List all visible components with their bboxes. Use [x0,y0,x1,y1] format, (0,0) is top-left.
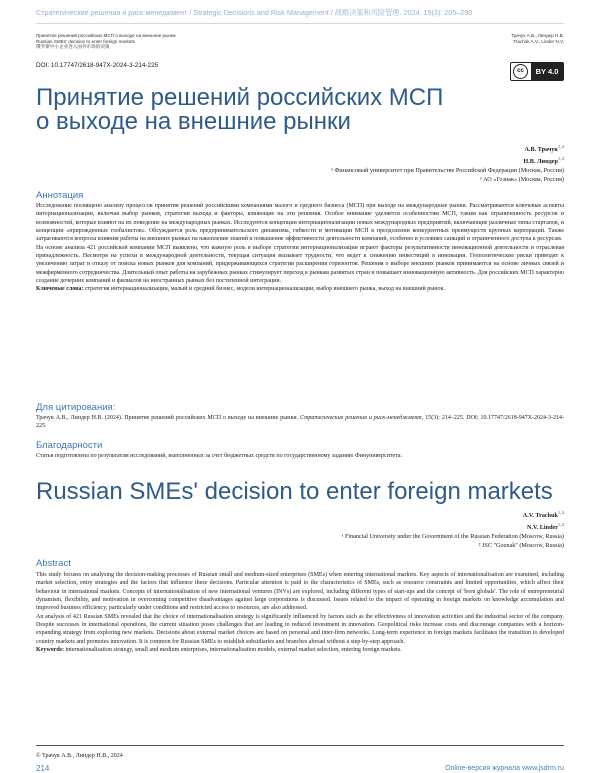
author: N.V. Linder$^{1, 2}$ [527,522,564,532]
author: А.В. Трачук$^{1, 2}$ [524,144,564,154]
article-title-ru: Принятие решений российских МСП о выходе на внешние рынки [36,84,444,135]
authors-ru [331,142,564,184]
doi: DOI: 10.17747/2618-947X-2024-3-214-225 [36,62,159,69]
acknowledgements-text: Статья подготовлена по результатам исследований, выполненных за счет бюджетных средств по государственному заданию Финуниверситета. [36,453,403,459]
article-title-en: Russian SMEs' decision to enter foreign markets [36,478,553,505]
citation-heading: Для цитирования: [36,402,116,413]
abstract-heading-ru: Аннотация [36,190,84,201]
page-number: 214 [36,764,50,773]
acknowledgements-heading: Благодарности [36,440,103,451]
footer-divider [36,745,564,746]
running-title-left: Принятие решений российских МСП о выходе на внешние рынки Russian SMEs' decision to enter foreign markets 俄罗斯中小企业进入国外市场的决策 [36,33,176,50]
keywords-en: Keywords: internationalisation strategy, small and medium enterprises, internationalisation models, external market selection, entering foreign markets. [36,647,402,654]
header-divider [36,23,564,24]
citation-text: Трачук А.В., Линдер Н.В. (2024). Принятие решений российских МСП о выходе на внешние рынки. Стратегические решения и риск-менеджмент, 15(3): 214–225. DOI: 10.17747/2618-947X-2024-3-214-225. [36,415,565,430]
cc-license-badge[interactable] [510,62,564,81]
abstract-body-en: This study focuses on analysing the decision-making processes of Russian small and medium-sized enterprises (SMEs) when entering international markets. Key aspects of internationalisation are examined, including market selection, entry strategies and the factors that influence these decisions. Particular attention is paid to the characteristics of SMEs, such as resource constraints and limited opportunities, which affect their behaviour in international markets. Concepts of internationalisation of new international ventures (INVs) are explored, including different types of start-ups and the concept of 'born globals'. The role of entrepreneurial dynamism, flexibility, and motivation in overcoming competitive disadvantages against large corporations is discussed. Issues related to the impact of operating in foreign markets on knowledge accumulation and improved business efficiency, particularly under conditions and restricted access to resources, are also addressed. An analysis of 421 Russian SMEs revealed that the choice of internationalisation strategy is significantly influenced by factors such as the effectiveness of innovation activities and the industrial sector of the company. Despite successes in international operations, the current situation poses challenges that are leading to reduced investment in innovation. Geopolitical risks increase costs and discourage companies with a horizon-expanding strategy from exploring new markets. Decisions about external market choices are based on personal and inter-firm networks. Long-term experience in foreign markets facilitates the transition to developed country markets and promotes innovation. It is common for Russian SMEs to establish subsidiaries and branches abroad without a step-by-step approach. Keywords: internationalisation strategy, small and medium enterprises, internationalisation models, external market selection, entering foreign markets. [36,572,564,654]
online-version-link[interactable]: Online-версия журнала www.jsdrm.ru [445,765,564,772]
copyright: © Трачук А.В., Линдер Н.В., 2024 [36,753,123,759]
keywords-ru: Ключевые слова: стратегия интернационализации, малый и средний бизнес, модели интернационализации, выбор внешнего рынка, выход на внешний рынок. [36,286,445,293]
license-label: BY 4.0 [531,63,563,80]
journal-header-line: Стратегические решения и риск-менеджмент / Strategic Decisions and Risk Management / 战略决策和风险管理. 2024. 15(3): 205–290 [36,8,473,17]
creative-commons-icon: cc [513,64,528,79]
abstract-heading-en: Abstract [36,558,71,569]
author: A.V. Trachuk$^{1, 2}$ [522,510,564,520]
authors-en [342,508,564,550]
affiliation: ¹ Financial University under the Government of the Russian Federation (Moscow, Russia) [341,533,564,541]
affiliation: ² АО «Гознак» (Москва, Россия) [479,176,564,184]
affiliation: ² JSC "Goznak" (Moscow, Russia) [478,542,564,550]
abstract-body-ru: Исследование посвящено анализу процессов принятия решений российскими компаниями малого и среднего бизнеса (МСП) при выходе на международные рынки. Рассматриваются ключевые аспекты интернационализации, включая выбор рынков, стратегии выхода и факторы, влияющие на эти решения. Особое внимание уделяется особенностям МСП, таким как ограниченность ресурсов и возможностей, которые влияют на их поведение на международных рынках. Исследуются концепции интернационализации новых международных предприятий, включающие различные типы стартапов, и концепции «прирожденных глобалистов». Обсуждается роль предпринимательского динамизма, гибкости и мотивации МСП в преодолении конкурентных преимуществ крупных корпораций. Также затрагиваются вопросы влияния работы на внешних рынках на накопление знаний и повышение эффективности деятельности компаний, особенно в условиях санкций и ограниченного доступа к ресурсам. На основе анализа 421 российской компании МСП выявлено, что важную роль в выборе стратегии интернационализации играют факторы результативности инновационной деятельности и отраслевая принадлежность. Несмотря на успехи в международной деятельности, текущая ситуация вызывает трудности, что ведет к снижению инвестиций в инновации. Геополитические риски приводят к увеличению затрат и отказу от поиска новых рынков для компаний, придерживающихся стратегии расширения горизонтов. Решения о выборе внешних рынков принимаются на основе личных связей и межфирменного сотрудничества. Длительный опыт работы на зарубежных рынках стимулирует переход к рынкам развитых стран и повышает инновационную активность. Для российских МСП характерно создание дочерних компаний и филиалов на иностранных рынках без постепенной интеграции. Ключевые слова: стратегия интернационализации, малый и средний бизнес, модели интернационализации, выбор внешнего рынка, выход на внешний рынок. [36,203,564,293]
affiliation: ¹ Финансовый университет при Правительстве Российской Федерации (Москва, Россия) [331,167,564,175]
running-authors-right: Трачук А.В., Линдер Н.В. Trachuk A.V., Linder N.V. [511,33,564,44]
author: Н.В. Линдер$^{1, 2}$ [523,156,564,166]
